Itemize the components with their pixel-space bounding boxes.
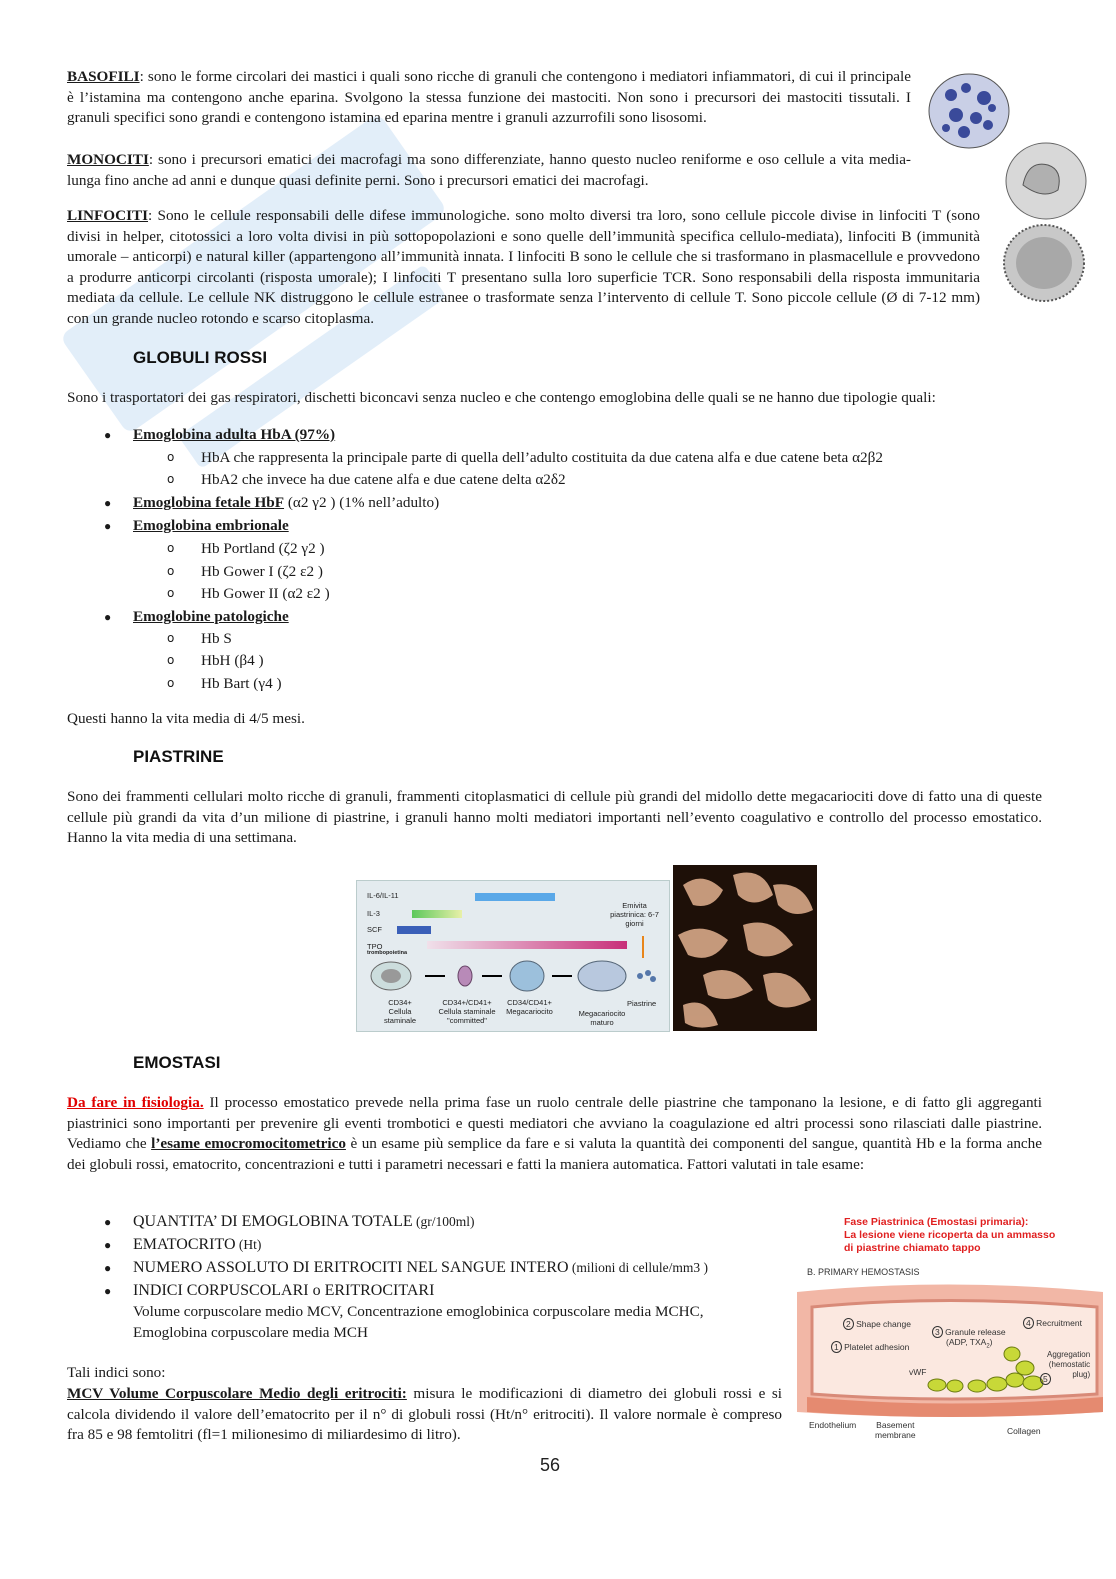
circle-bullet-icon: o bbox=[167, 541, 175, 555]
il3-bar bbox=[412, 910, 462, 918]
tpo-bar bbox=[427, 941, 627, 949]
monociti-title: MONOCITI bbox=[67, 151, 149, 168]
basophil-image bbox=[926, 70, 1012, 152]
indici-item: INDICI CORPUSCOLARI o ERITROCITARI bbox=[133, 1282, 435, 1299]
piastrine-paragraph: Sono dei frammenti cellulari molto ricche di granuli, frammenti citoplasmatici di cellule più grandi del midollo dette megacariociti dove di fatto una di queste cellule più grandi da vita d’un milione di piastrine, i granuli hanno molti mediatori importanti nell’evento coagulativo e controllo del processo emostatico. Hanno la vita media di una settimana. bbox=[67, 788, 1042, 847]
lymphocyte-image bbox=[1000, 222, 1088, 304]
patologiche-sub-3: Hb Bart (γ4 ) bbox=[201, 675, 282, 692]
circle-bullet-icon: o bbox=[167, 450, 175, 464]
embrionale-item: Emoglobina embrionale bbox=[133, 517, 289, 534]
basofili-title: BASOFILI bbox=[67, 68, 140, 85]
circle-bullet-icon: o bbox=[167, 676, 175, 690]
tali-indici: Tali indici sono: bbox=[67, 1364, 166, 1381]
bullet-icon: ● bbox=[104, 1284, 112, 1298]
eritrociti-item: NUMERO ASSOLUTO DI ERITROCITI NEL SANGUE INTERO (milioni di cellule/mm3 ) bbox=[133, 1259, 709, 1276]
thrombopoiesis-figure: IL-6/IL-11 IL-3 SCF TPO trombopoietina Emivita piastrinica: 6-7 giorni CD34+ Cellula staminale CD34+/CD41+ Cellula staminale "committed" CD34/CD41+ Megacariocito Megacariocito maturo Piastrine bbox=[356, 880, 670, 1032]
circle-bullet-icon: o bbox=[167, 631, 175, 645]
primary-hemostasis-figure: Fase Piastrinica (Emostasi primaria): La lesione viene ricoperta da un ammasso di piastrine chiamato tappo B. PRIMARY HEMOSTASIS 1 Platelet adhesion 2 Shape change 3 Granule release (ADP, $TXA_2$) 4 Recruitment Aggregation (hemostatic plug) 5 vWF Endothelium Basement membrane Collagen bbox=[797, 1210, 1103, 1446]
linfociti-paragraph: LINFOCITI: Sono le cellule responsabili delle difese immunologiche. sono molto diversi tra loro, sono cellule piccole divise in linfociti T (sono divisi in helper, citotossici a loro volta divisi in più sottopopolazioni e sono quelle dell’immunità specifica cellulo-mediata), linfociti B (immunità umorale – anticorpi) e natural killer (appartengono all’immunità innata. I linfociti B sono le cellule che si trasformano in plasmacellule e provvedono a produrre anticorpi circolanti (risposta umorale); I linfociti T presentano sulla loro superficie TCR. Sono responsabili della risposta immunitaria mediata da cellule. Le cellule NK distruggono le cellule estranee o trasformate senza l’intervento di cellule T. Sono piccole cellule (Ø di 7-12 mm) con un grande nucleo rotondo e scarso citoplasma. bbox=[67, 207, 980, 327]
bullet-icon: ● bbox=[104, 1238, 112, 1252]
ematocrito-item: EMATOCRITO (Ht) bbox=[133, 1236, 262, 1253]
globuli-rossi-outro: Questi hanno la vita media di 4/5 mesi. bbox=[67, 710, 305, 727]
embrionale-sub-1: Hb Portland (ζ2 γ2 ) bbox=[201, 540, 325, 557]
hba-sub-2: HbA2 che invece ha due catene alfa e due catene delta α2δ2 bbox=[201, 471, 566, 488]
bullet-icon: ● bbox=[104, 496, 112, 510]
emoglobina-totale-item: QUANTITA’ DI EMOGLOBINA TOTALE (gr/100ml) bbox=[133, 1213, 475, 1230]
circle-bullet-icon: o bbox=[167, 653, 175, 667]
indici-desc-2: Emoglobina corpuscolare media MCH bbox=[133, 1324, 368, 1341]
platelets-micrograph bbox=[673, 865, 817, 1031]
emostasi-paragraph: Da fare in fisiologia. Il processo emostatico prevede nella prima fase un ruolo centrale delle piastrine che tamponano la lesione, e di fatto gli aggreganti piastrinici sono importanti per prevenire gli eventi trombotici e questi mediatori che avviano la coagulazione ed altri processi sono rilasciati dalle piastrine. Vediamo che l’esame emocromocitometrico è un esame più semplice da fare e si valuta la quantità dei componenti del sangue, quantità Hb e la forma anche dei globuli rossi, ematocrito, concentrazioni e tutti i parametri necessari e fatti la maniera automatica. Fattori valutati in tale esame: bbox=[67, 1094, 1043, 1173]
patologiche-sub-1: Hb S bbox=[201, 630, 232, 647]
basofili-paragraph: BASOFILI: sono le forme circolari dei mastici i quali sono ricche di granuli che contengono i mediatori infiammatori, di cui il principale è l’istamina ma contengono anche eparina. Svolgono la stessa funzione dei mastociti. Non sono i precursori dei mastociti tissutali. I granuli specifici sono grandi e contengono istamina ed eparina mentre i granuli azzurrofili sono lisosomi. bbox=[67, 68, 911, 127]
bullet-icon: ● bbox=[104, 1261, 112, 1275]
indici-desc-1: Volume corpuscolare medio MCV, Concentrazione emoglobinica corpuscolare media MCHC, bbox=[133, 1303, 704, 1320]
linfociti-title: LINFOCITI bbox=[67, 207, 149, 224]
circle-bullet-icon: o bbox=[167, 564, 175, 578]
monocyte-image bbox=[1003, 140, 1089, 222]
globuli-rossi-heading: GLOBULI ROSSI bbox=[133, 348, 268, 367]
patologiche-item: Emoglobine patologiche bbox=[133, 608, 289, 625]
circle-bullet-icon: o bbox=[167, 586, 175, 600]
hbf-item: Emoglobina fetale HbF (α2 γ2 ) (1% nell’adulto) bbox=[133, 494, 440, 511]
scf-bar bbox=[397, 926, 431, 934]
embrionale-sub-3: Hb Gower II (α2 ε2 ) bbox=[201, 585, 330, 602]
bullet-icon: ● bbox=[104, 1215, 112, 1229]
cell-sequence-drawing bbox=[357, 956, 669, 996]
monociti-paragraph: MONOCITI: sono i precursori ematici dei macrofagi ma sono differenziate, hanno questo nucleo reniforme e oso cellule a vita media-lunga fino anche ad anni e dunque quasi definite perni. Sono i precursori ematici dei macrofagi. bbox=[67, 151, 911, 189]
il6-bar bbox=[475, 893, 555, 901]
hba-item: Emoglobina adulta HbA (97%) bbox=[133, 426, 336, 443]
bullet-icon: ● bbox=[104, 519, 112, 533]
circle-bullet-icon: o bbox=[167, 472, 175, 486]
globuli-rossi-intro: Sono i trasportatori dei gas respiratori, dischetti biconcavi senza nucleo e che contengo emoglobina delle quali se ne hanno due tipologie quali: bbox=[67, 389, 936, 406]
patologiche-sub-2: HbH (β4 ) bbox=[201, 652, 264, 669]
fisiologia-note: Da fare in fisiologia. bbox=[67, 1094, 204, 1111]
piastrine-heading: PIASTRINE bbox=[133, 747, 224, 766]
hba-sub-1: HbA che rappresenta la principale parte di quella dell’adulto costituita da due catena alfa e due catene beta α2β2 bbox=[201, 449, 883, 466]
bullet-icon: ● bbox=[104, 610, 112, 624]
embrionale-sub-2: Hb Gower I (ζ2 ε2 ) bbox=[201, 563, 323, 580]
emostasi-heading: EMOSTASI bbox=[133, 1053, 221, 1072]
mcv-paragraph: MCV Volume Corpuscolare Medio degli eritrociti: misura le modificazioni di diametro dei globuli rossi e si calcola dividendo il valore dell’ematocrito per il n° di globuli rossi (Ht/n° eritrociti). Il valore normale è compreso fra 85 e 98 femtolitri (fl=1 milionesimo di miliardesimo di litro). bbox=[67, 1385, 782, 1444]
bullet-icon: ● bbox=[104, 428, 112, 442]
emivita-arrow-icon bbox=[642, 936, 644, 958]
page-number: 56 bbox=[540, 1455, 561, 1475]
